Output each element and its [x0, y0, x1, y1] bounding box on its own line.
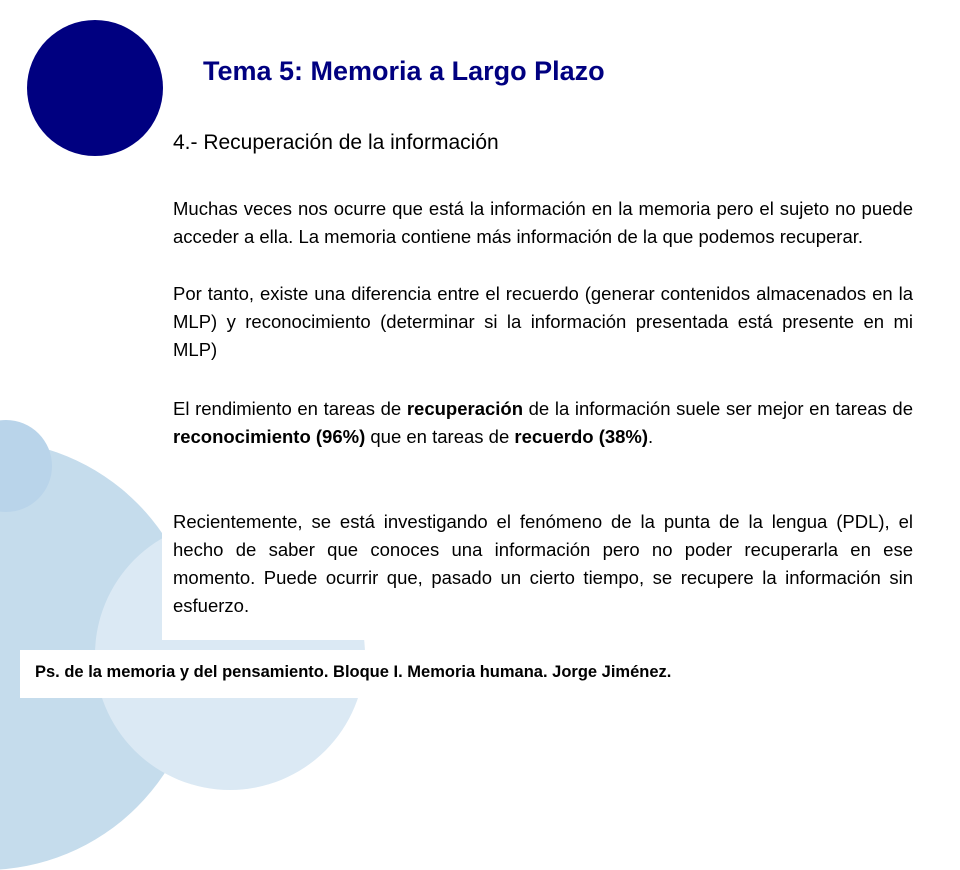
paragraph-3-text-2: de la información suele ser mejor en tareas de — [523, 398, 914, 419]
footer-text: Ps. de la memoria y del pensamiento. Bloque I. Memoria humana. Jorge Jiménez. — [35, 663, 672, 681]
paragraph-3 — [173, 395, 913, 451]
paragraph-3-text-3: que en tareas de — [365, 426, 515, 447]
paragraph-3-bold-reconocimiento: reconocimiento (96%) — [173, 426, 366, 447]
paragraph-3-bold-recuerdo: recuerdo (38%) — [514, 426, 649, 447]
slide-title: Tema 5: Memoria a Largo Plazo — [203, 56, 605, 86]
decorative-navy-circle — [27, 20, 163, 156]
paragraph-1: Muchas veces nos ocurre que está la información en la memoria pero el sujeto no puede acceder a ella. La memoria contiene más información de la que podemos recuperar. — [173, 198, 913, 247]
paragraph-4: Recientemente, se está investigando el fenómeno de la punta de la lengua (PDL), el hecho de saber que conoces una información pero no poder recuperarla en ese momento. Puede ocurrir que, pasado un cierto tiempo, se recupere la información sin esfuerzo. — [173, 511, 913, 616]
paragraph-3-bold-recuperacion: recuperación — [406, 398, 524, 419]
paragraph-2: Por tanto, existe una diferencia entre el recuerdo (generar contenidos almacenados en la MLP) y reconocimiento (determinar si la información presentada está presente en mi MLP) — [173, 283, 913, 360]
section-heading: 4.- Recuperación de la información — [173, 131, 499, 154]
paragraph-3-text-1: El rendimiento en tareas de — [173, 398, 407, 419]
paragraph-3-text-4: . — [648, 426, 654, 447]
